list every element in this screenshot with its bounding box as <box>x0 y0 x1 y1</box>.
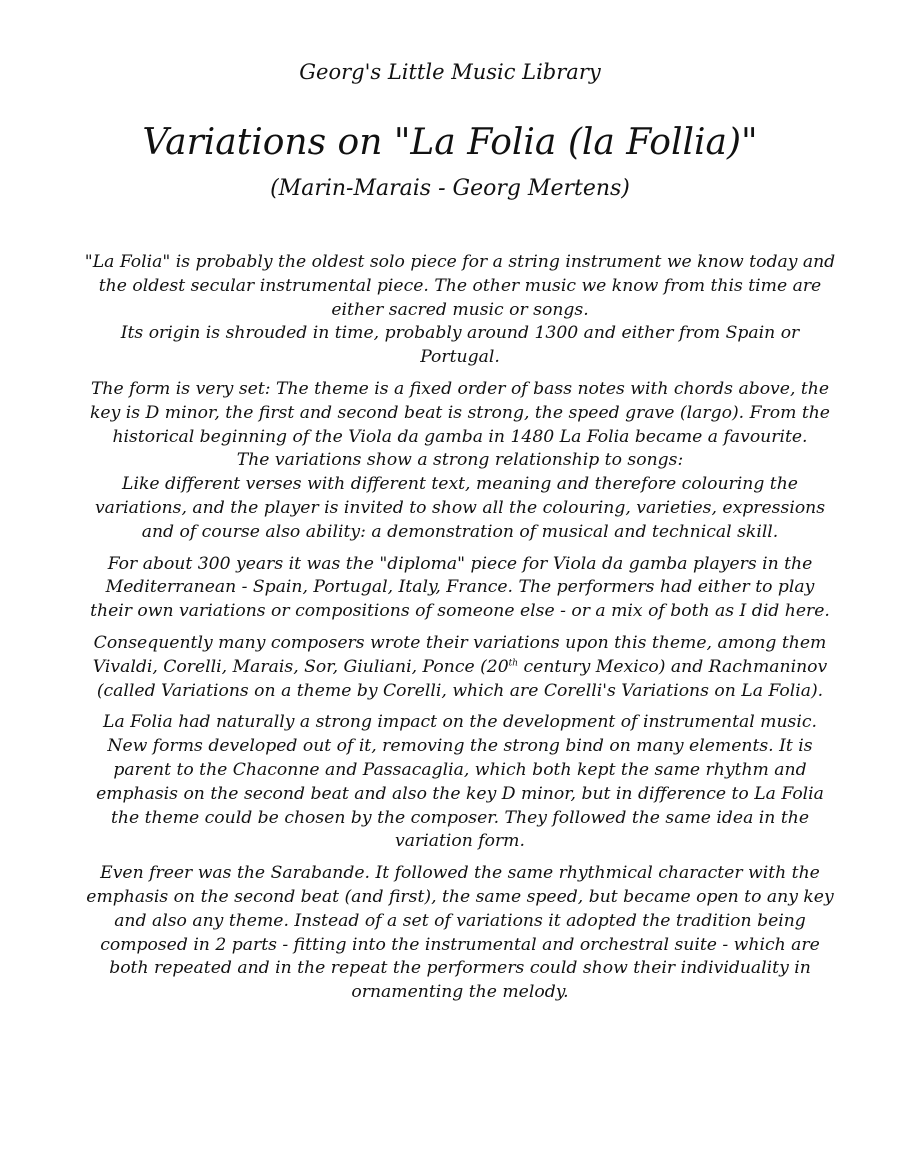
paragraph-composers-part-1: Consequently many composers wrote their variations upon this theme, among them Vivaldi, Corelli, Marais, Sor, Giuliani, Ponce (20 <box>92 632 827 677</box>
paragraph-form-line-3: Like different verses with different text, meaning and therefore colouring the variations, and the player is invited to show all the colouring, varieties, expressions and of course also ability: a demonstration of musical and technical skill. <box>94 474 826 542</box>
page-title: Variations on "La Folia (la Follia)" <box>142 122 758 163</box>
paragraph-origin-line-2: Its origin is shrouded in time, probably around 1300 and either from Spain or Portugal. <box>120 323 800 368</box>
paragraph-sarabande: Even freer was the Sarabande. It followed the same rhythmical character with the emphasis on the second beat (and first), the same speed, but became open to any key and also any theme. Instead of a set of variations it adopted the tradition being composed in 2 parts - fitting into the instrumental and orchestral suite - which are both repeated and in the repeat the performers could show their individuality in ornamenting the melody. <box>86 863 834 1003</box>
paragraph-diploma: For about 300 years it was the "diploma" piece for Viola da gamba players in the Mediterranean - Spain, Portugal, Italy, France. The performers had either to play their own variations or compositions of someone else - or a mix of both as I did here. <box>90 553 830 622</box>
library-heading: Georg's Little Music Library <box>299 60 601 84</box>
paragraph-origin <box>84 251 836 370</box>
paragraph-form-line-2: The variations show a strong relationship to songs: <box>236 450 684 471</box>
paragraph-form-line-1: The form is very set: The theme is a fixed order of bass notes with chords above, the key is D minor, the first and second beat is strong, the speed grave (largo). From the historical beginning of the Viola da gamba in 1480 La Folia became a favourite. <box>90 378 830 447</box>
paragraph-composers-part-2: century Mexico) and Rachmaninov (called Variations on a theme by Corelli, which are Corelli's Variations on La Folia). <box>96 656 828 701</box>
body-text <box>84 251 836 1013</box>
paragraph-impact: La Folia had naturally a strong impact on the development of instrumental music. New forms developed out of it, removing the strong bind on many elements. It is parent to the Chaconne and Passacaglia, which both kept the same rhythm and emphasis on the second beat and also the key D minor, but in difference to La Folia the theme could be chosen by the composer. They followed the same idea in the variation form. <box>96 712 824 852</box>
page-subtitle: (Marin-Marais - Georg Mertens) <box>270 176 630 201</box>
paragraph-form <box>84 378 836 545</box>
ordinal-superscript: th <box>508 658 519 669</box>
paragraph-composers <box>84 632 836 703</box>
paragraph-origin-line-1: "La Folia" is probably the oldest solo piece for a string instrument we know today and the oldest secular instrumental piece. The other music we know from this time are either sacred music or songs. <box>84 252 836 320</box>
